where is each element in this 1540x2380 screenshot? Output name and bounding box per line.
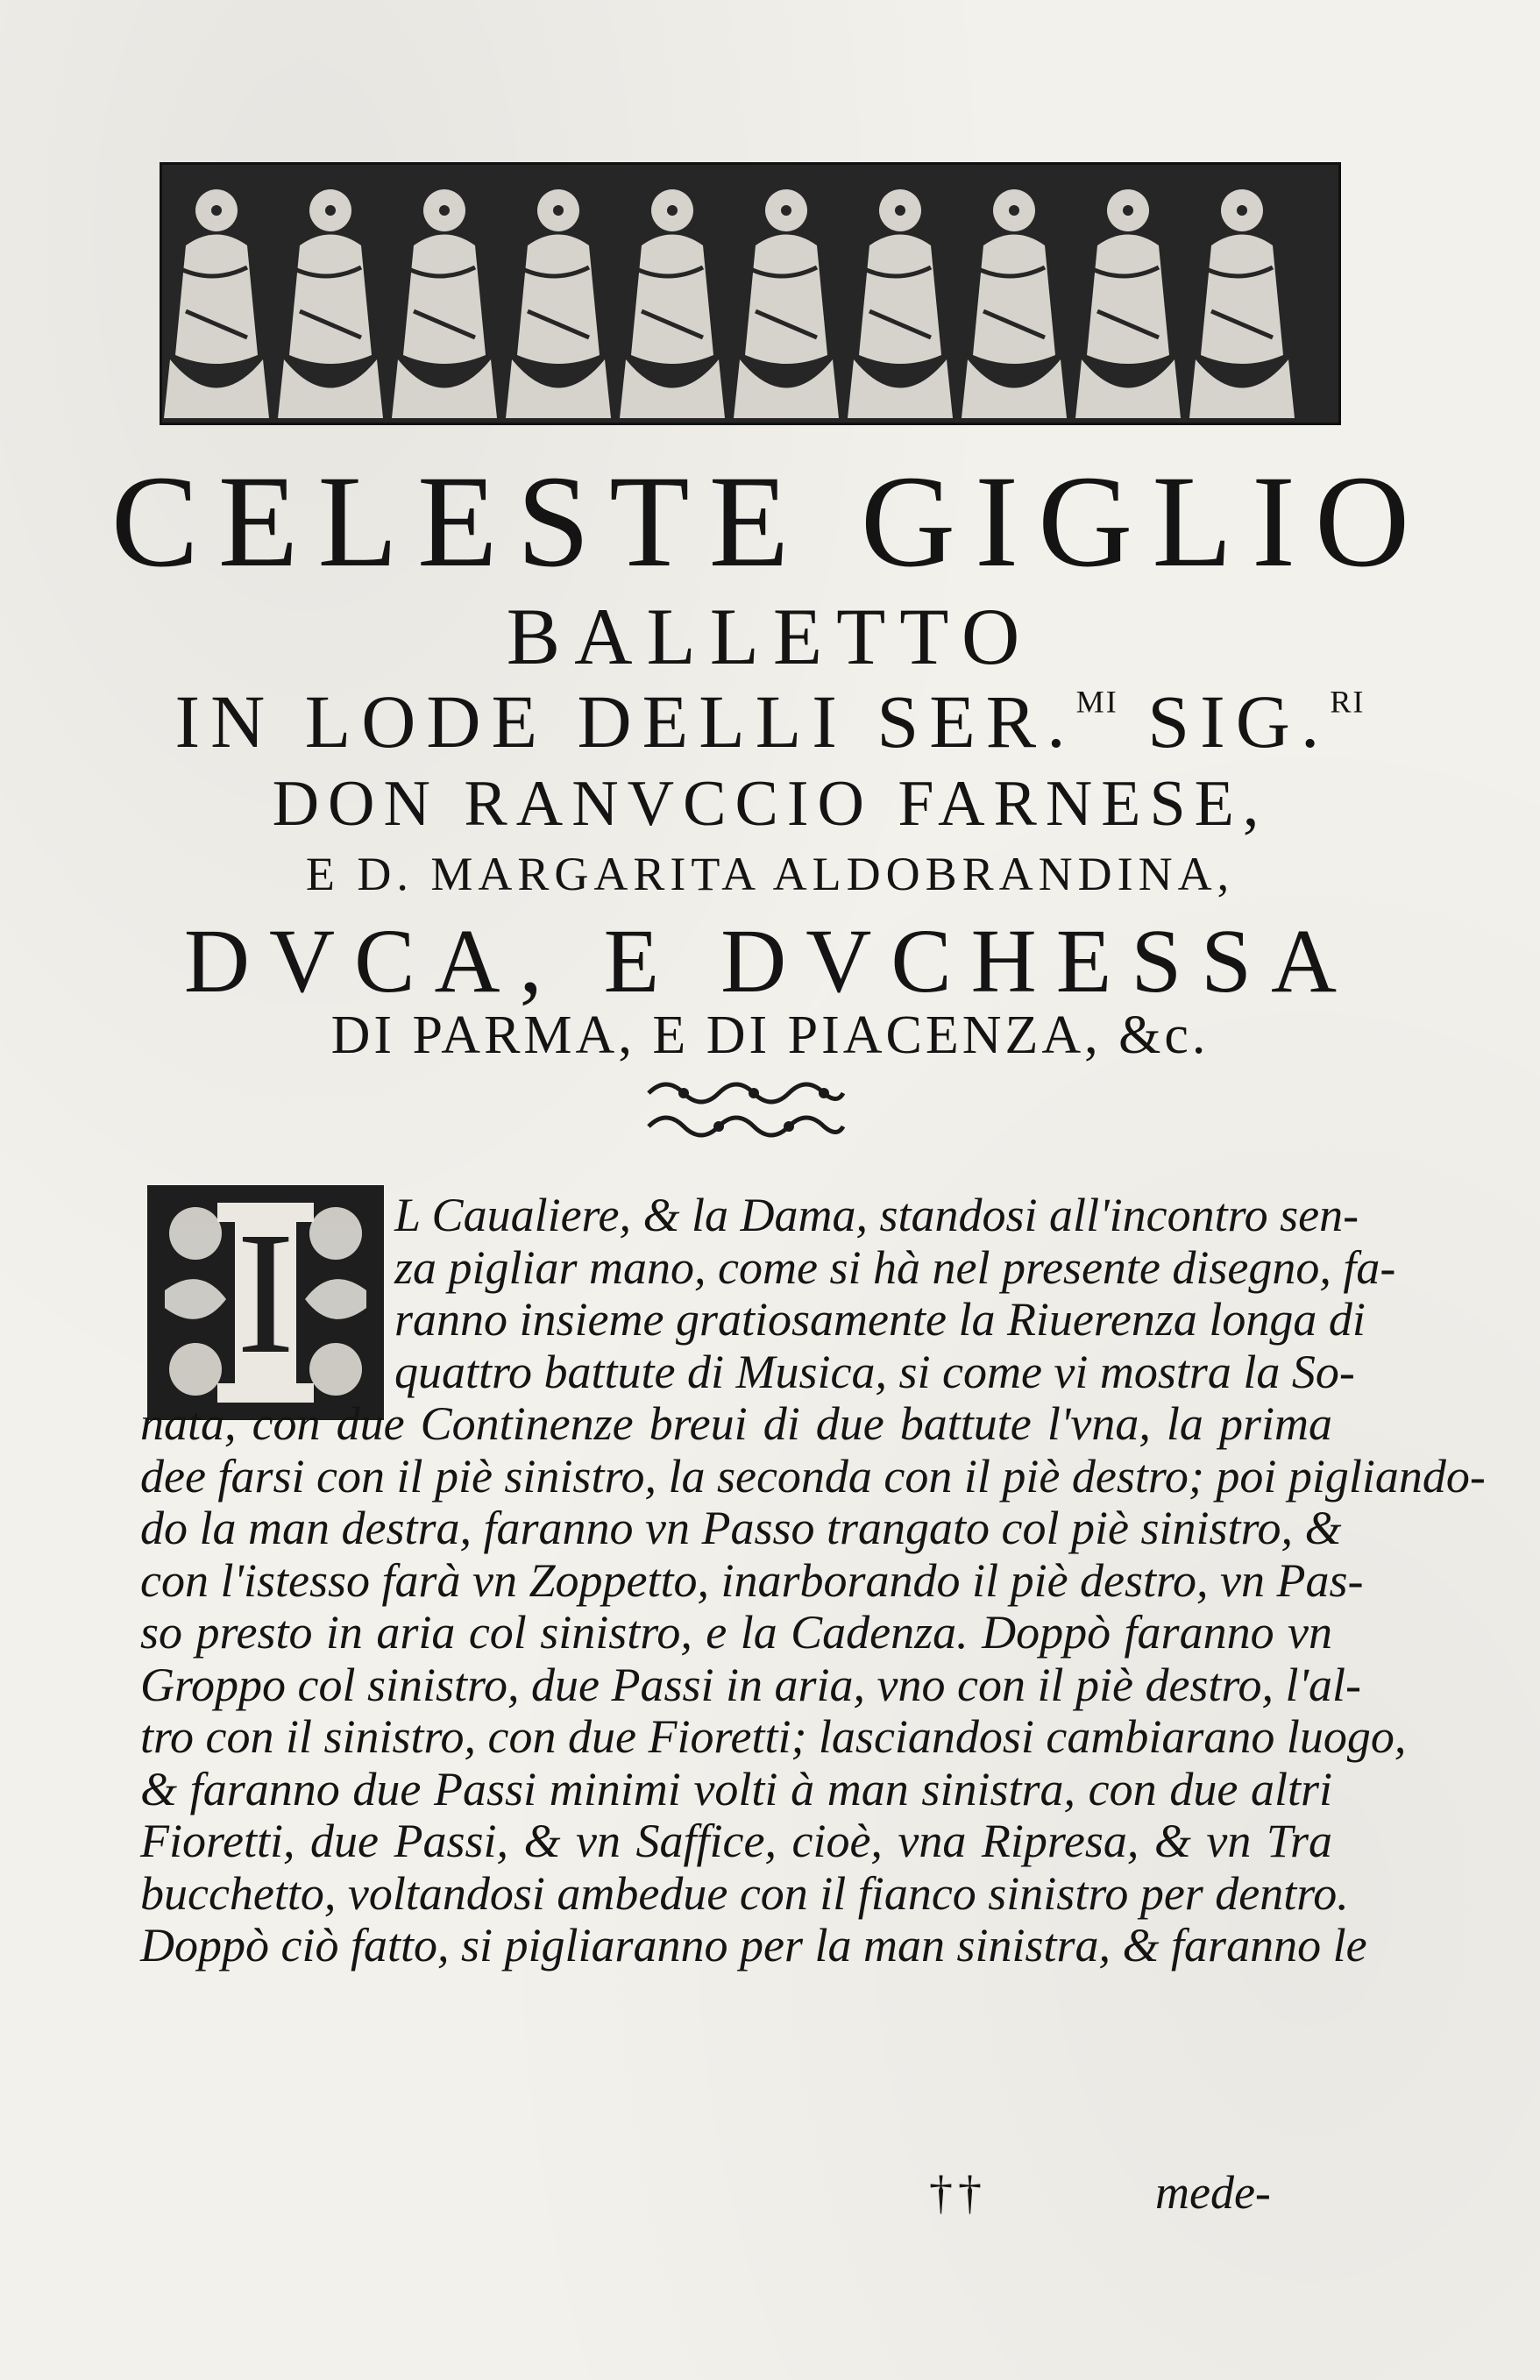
body-line-14: bucchetto, voltandosi ambedue con il fianco sinistro per dentro. [140,1866,1349,1920]
title-line-7: DI PARMA, E DI PIACENZA, &c. [330,1005,1210,1065]
body-text [140,1189,1486,1972]
signature-mark: †† [929,2166,987,2219]
title-line-1: CELESTE GIGLIO [110,449,1430,594]
body-line-15: Doppò ciò fatto, si pigliaranno per la man sinistra, & faranno le [140,1919,1367,1971]
body-line-3: ranno insieme gratiosamente la Riuerenza longa di [394,1293,1366,1346]
catchword: mede- [1155,2166,1271,2219]
body-line-13: Fioretti, due Passi, & vn Saffice, cioè, vna Ripresa, & vn Tra [140,1815,1332,1867]
title-line-3-pre: IN LODE DELLI SER. [174,679,1076,764]
initial-letter: I [236,1197,295,1390]
body-line-12: & faranno due Passi minimi volti à man sinistra, con due altri [140,1762,1332,1815]
body-line-11: tro con il sinistro, con due Fioretti; lasciandosi cambiarano luogo, [140,1710,1407,1763]
woodcut-banner-icon [160,162,1341,425]
fleuron-icon [640,1074,850,1144]
title-line-3 [0,679,1540,764]
woodcut-banner-musicians [160,162,1341,425]
title-line-6: DVCA, E DVCHESSA [183,911,1357,1012]
body-line-2: za pigliar mano, come si hà nel presente disegno, fa- [394,1240,1396,1294]
body-line-8: con l'istesso farà vn Zoppetto, inarborando il piè destro, vn Pas- [140,1553,1364,1607]
title-line-2: BALLETTO [506,592,1034,681]
body-line-5: nata, con due Continenze breui di due battute l'vna, la prima [140,1397,1332,1450]
title-line-3-sup1: MI [1075,684,1118,720]
fleuron-ornament [640,1074,850,1144]
body-line-7: do la man destra, faranno vn Passo trangato col piè sinistro, & [140,1502,1342,1554]
body-line-10: Groppo col sinistro, due Passi in aria, vno con il piè destro, l'al- [140,1658,1361,1711]
body-line-1: L Caualiere, & la Dama, standosi all'incontro sen- [394,1189,1359,1241]
title-line-4: DON RANVCCIO FARNESE, [272,768,1268,840]
title-line-3-sup2: RI [1330,684,1366,720]
body-line-6: dee farsi con il piè sinistro, la seconda con il piè destro; poi pigliando- [140,1449,1486,1503]
body-line-9: so presto in aria col sinistro, e la Cadenza. Doppò faranno vn [140,1606,1332,1659]
body-line-4: quattro battute di Musica, si come vi mostra la So- [394,1345,1355,1398]
title-line-5: E D. MARGARITA ALDOBRANDINA, [305,848,1235,900]
title-line-3-mid: SIG. [1118,679,1331,764]
